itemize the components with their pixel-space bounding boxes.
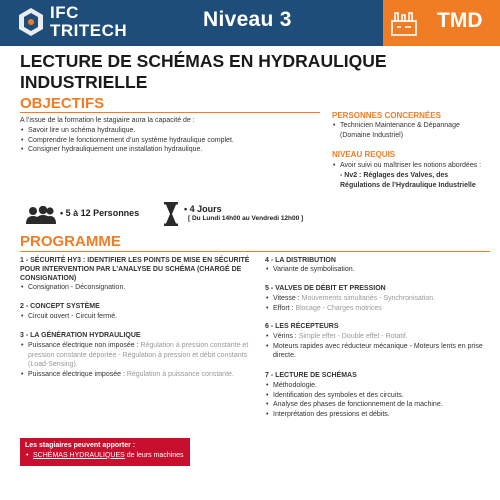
list-item bbox=[265, 332, 490, 342]
footer-item-rest: de leurs machines bbox=[124, 451, 184, 459]
module-2-title: 2 - CONCEPT SYSTÈME bbox=[20, 303, 100, 310]
module-1-title: 1 - SÉCURITÉ HY3 : IDENTIFIER LES POINTS DE MISE EN SÉCURITÉ POUR INTERVENTION PAR L’ANALYSE DU SCHÉMA (CHARGÉ DE CONSIGNATION) bbox=[20, 257, 250, 282]
hourglass-icon bbox=[163, 202, 179, 226]
list-item: • Méthodologie. bbox=[265, 381, 490, 391]
module-1-list bbox=[20, 283, 255, 293]
list-item: • Interprétation des pressions et débits. bbox=[265, 410, 490, 420]
item-detail: Blocage - Charges motrices bbox=[295, 304, 382, 312]
tmd-badge bbox=[383, 0, 500, 46]
list-item bbox=[20, 370, 255, 380]
people-icon bbox=[25, 206, 57, 224]
list-item: • Avoir suivi ou maîtriser les notions abordées : bbox=[332, 161, 494, 171]
niveau-requis-item: - Nv2 : Réglages des Valves, des Régulations de l’Hydraulique Industrielle bbox=[340, 172, 476, 189]
list-item bbox=[20, 341, 255, 370]
list-item: • Consigner hydrauliquement une installation hydraulique. bbox=[20, 145, 320, 155]
list-item: • Identification des symboles et des circuits. bbox=[265, 391, 490, 401]
module-5-title: 5 - VALVES DE DÉBIT ET PRESSION bbox=[265, 285, 386, 292]
module-5-list bbox=[265, 294, 490, 313]
module-3-list bbox=[20, 341, 255, 379]
module-3-title: 3 - LA GÉNÉRATION HYDRAULIQUE bbox=[20, 332, 141, 339]
footer-item-underlined: SCHÉMAS HYDRAULIQUES bbox=[33, 451, 125, 459]
header-bar bbox=[0, 0, 500, 46]
item-label: Puissance électrique imposée : bbox=[28, 370, 127, 378]
list-item: • Savoir lire un schéma hydraulique. bbox=[20, 126, 320, 136]
list-item: • Moteurs rapides avec réducteur mécanique - Moteurs lents en prise directe. bbox=[265, 342, 490, 361]
objectifs-intro: A l’issue de la formation le stagiaire aura la capacité de : bbox=[20, 117, 195, 124]
footer-heading: Les stagiaires peuvent apporter : bbox=[25, 442, 136, 449]
personnes-list bbox=[332, 121, 492, 140]
logo-text bbox=[50, 4, 127, 40]
ifc-logo-icon bbox=[18, 7, 44, 37]
item-label: Vérins : bbox=[273, 333, 299, 340]
level-label: Niveau 3 bbox=[203, 8, 292, 31]
list-item: • Analyse des phases de fonctionnement de la machine. bbox=[265, 400, 490, 410]
list-item bbox=[25, 451, 185, 461]
item-detail: Mouvements simultanés - Synchronisation. bbox=[301, 295, 436, 302]
duration-label: • 4 Jours bbox=[184, 204, 222, 214]
programme-divider bbox=[20, 251, 490, 252]
participants-label: • 5 à 12 Personnes bbox=[60, 208, 140, 218]
logo-line1: IFC bbox=[50, 3, 79, 22]
item-detail: Régulation à pression constante et pression constante déportée - Régulation à pression et débit constants (Load-Sensing). bbox=[28, 342, 249, 368]
logo-line2: TRITECH bbox=[50, 21, 128, 40]
item-detail: Simple effet - Double effet - Rotatif. bbox=[298, 333, 408, 340]
personnes-heading: PERSONNES CONCERNÉES bbox=[332, 111, 441, 120]
item-label: Effort : bbox=[273, 304, 296, 312]
module-6-title: 6 - LES RÉCEPTEURS bbox=[265, 323, 339, 330]
objectifs-list bbox=[20, 126, 320, 155]
list-item: • Variante de symbolisation. bbox=[265, 265, 490, 275]
item-label: Puissance électrique non imposée : bbox=[28, 342, 141, 349]
item-label: Vitesse : bbox=[273, 295, 302, 302]
module-2-list bbox=[20, 312, 255, 322]
list-item: • Circuit ouvert - Circuit fermé. bbox=[20, 312, 255, 322]
module-4-title: 4 - LA DISTRIBUTION bbox=[265, 257, 336, 264]
module-4-list bbox=[265, 265, 490, 275]
factory-icon bbox=[389, 9, 419, 37]
duration-detail: [ Du Lundi 14h00 au Vendredi 12h00 ] bbox=[188, 215, 304, 222]
page-title: LECTURE DE SCHÉMAS EN HYDRAULIQUE INDUSTRIELLE bbox=[20, 51, 387, 92]
item-detail: Régulation à puissance constante. bbox=[126, 370, 234, 378]
module-6-list bbox=[265, 332, 490, 361]
tmd-label: TMD bbox=[437, 9, 483, 32]
objectifs-divider bbox=[20, 112, 320, 113]
programme-heading: PROGRAMME bbox=[20, 233, 121, 250]
module-7-title: 7 - LECTURE DE SCHÉMAS bbox=[265, 372, 357, 379]
niveau-requis-heading: NIVEAU REQUIS bbox=[332, 150, 396, 159]
list-item: • Technicien Maintenance & Dépannage (Domaine Industriel) bbox=[332, 121, 492, 140]
list-item: • Consignation - Déconsignation. bbox=[20, 283, 255, 293]
module-7-list bbox=[265, 381, 490, 419]
footer-note bbox=[20, 438, 190, 466]
list-item bbox=[265, 304, 490, 314]
objectifs-heading: OBJECTIFS bbox=[20, 95, 105, 112]
list-item: • Comprendre le fonctionnement d’un système hydraulique complet. bbox=[20, 136, 320, 146]
list-item bbox=[265, 294, 490, 304]
footer-list bbox=[25, 451, 185, 461]
niveau-requis-intro bbox=[332, 161, 494, 171]
